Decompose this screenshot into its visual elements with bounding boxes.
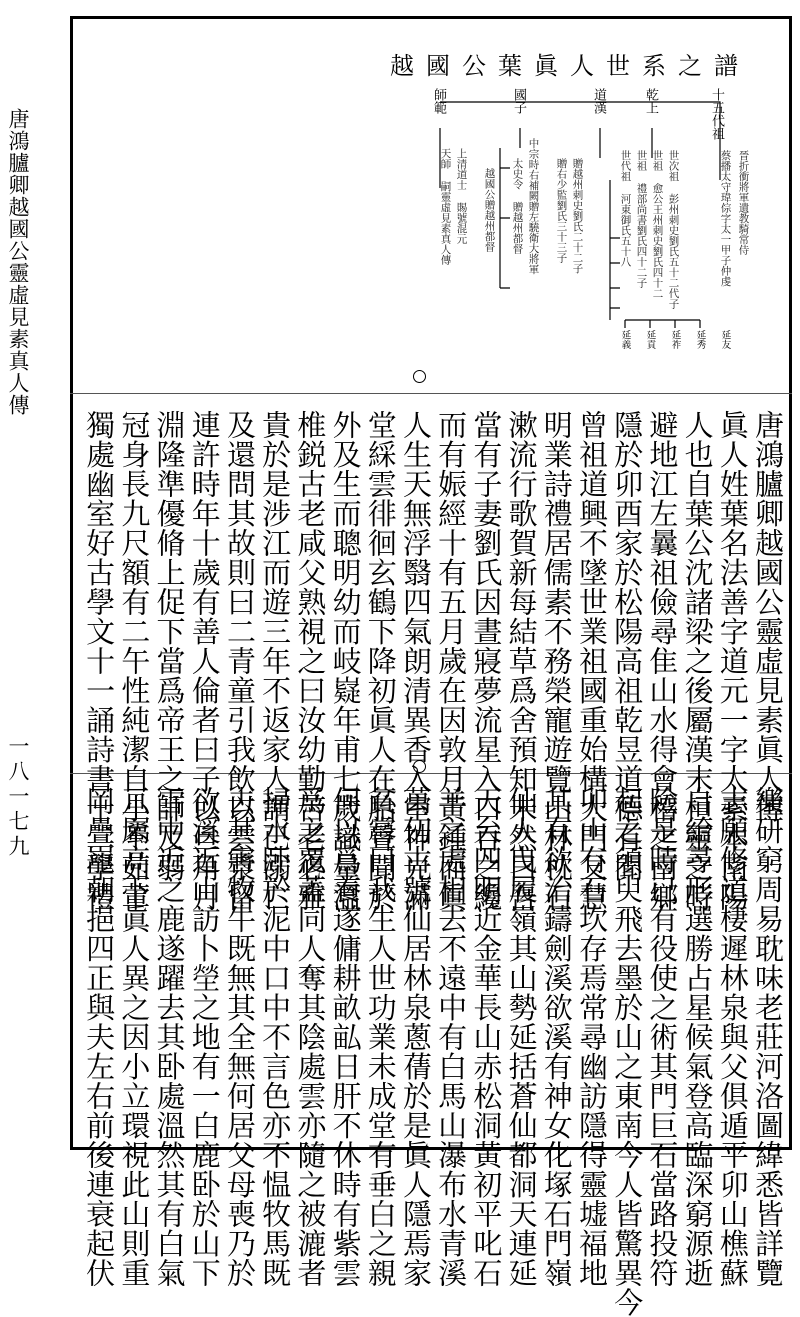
text-column: 亘屬高下眞人異之因小立環視此山則重 (117, 786, 152, 1288)
text-column: 椎鋭古老咸父熟視之曰汝幼勤苦老必雅 (293, 410, 328, 912)
text-column: 隱於卯酉家於松陽高祖乾昱道德有聞 (610, 410, 645, 882)
gen2-note-3: 世祖 禮部尚書劉氏四十二子 (635, 150, 648, 288)
text-column: 唐鴻臚卿越國公靈虛見素眞人傳 (751, 410, 785, 823)
text-column: 而有娠經十有五月歲在因敦月黃鍾而眞 (434, 410, 469, 912)
gen3-note-1: 贈越州刺史劉氏二十二子 (571, 158, 584, 274)
gen1-label: 十五代祖 (709, 88, 724, 140)
text-column: 萬仞古號仙居林泉蔥蒨於是眞人隱焉家 (398, 786, 433, 1288)
gen2-note-1: 世次祖 彭州刺史劉氏五十二代子 (667, 150, 680, 309)
leaf-1: 延義 (619, 330, 631, 349)
text-column: 自給尋形選勝占星候氣登高臨深窮源逝 (680, 786, 715, 1288)
gen2-label: 乾上 (643, 88, 658, 114)
gen1-note: 晉折衝將軍遺教騎常侍 (737, 150, 750, 255)
text-column: 羊之處相去不遠中有白馬山瀑布水青溪 (434, 786, 469, 1288)
gen1-note-2: 蔡播太守瑋倧字太一甲子仲虔 (719, 150, 732, 287)
gen2-note-2: 世祖 愈公王州刺史劉氏四十二 (651, 150, 664, 299)
gen3-note-2: 贈右少監劉氏三十三子 (555, 158, 568, 263)
text-column: 雪中近之鹿遂躍去其卧處溫然其有白氣 (152, 786, 187, 1288)
text-column: 爲之覆蓋同人奪其陰處雲亦隨之被漉者 (293, 786, 328, 1288)
line-leaves (610, 308, 700, 328)
text-column: 起之須臾飛去墨於山之東南今人皆驚異今 (610, 786, 645, 1317)
text-column: 當有子妻劉氏因晝寢夢流星入口吞之纔 (469, 410, 504, 912)
side-title: 唐鴻臚卿越國公靈虛見素真人傳 (6, 108, 30, 416)
page-number: 一八一七九 (6, 735, 30, 860)
gen5-note-1: 上清道士 賜號混元 (455, 148, 468, 244)
circle-mark-upper (413, 370, 426, 383)
gen5-label: 師範 (431, 88, 446, 114)
text-column: 明業詩禮居儒素不務榮寵遊覽山林枕石 (539, 410, 574, 912)
gen5-note-2: 天師 嗣靈虛見素真人傳 (439, 148, 452, 265)
text-column: 淵隆準優脩上促下當爲帝王之師及弱 (152, 410, 187, 882)
leaf-3: 延祚 (669, 330, 681, 349)
text-column: 眞人姓葉名法善字道元一字太素本南陽 (715, 410, 750, 912)
genealogy-chart (420, 88, 770, 388)
genealogy-banner: 越國公葉眞人世系之譜 (390, 52, 750, 80)
gen4-note-1: 中宗時右補闕贈左驍衛大將軍 (527, 138, 540, 275)
lower-text-block (78, 786, 785, 1317)
gen4-note-2: 太史令 贈越州都督 (511, 158, 524, 254)
text-column: 天台四明近金華長山赤松洞黃初平叱石 (469, 786, 504, 1288)
divider-upper (70, 393, 792, 394)
text-column: 掃水卧於泥中口中不言色亦不愠牧馬既 (258, 786, 293, 1288)
text-column: 仙人曳履嶺其山勢延括蒼仙都洞天連延 (504, 786, 539, 1288)
text-column: 堂綵雲徘徊玄鶴下降初眞人在胎聲聞於 (363, 410, 398, 912)
text-column: 欲溪近山訪卜塋之地有一白鹿卧於山下 (187, 786, 222, 1288)
text-column: 險是時已有役使之術其門巨石當路投符 (645, 786, 680, 1288)
text-column: 連許時年十歲有善人倫者曰子以旦角月 (187, 410, 222, 912)
leaf-5: 延友 (719, 330, 731, 349)
text-column: 卯山有石坎存焉常尋幽訪隱得靈墟福地 (574, 786, 609, 1288)
text-column: 何以爲養遂傭耕畝畆日肝不休時有紫雲 (328, 786, 363, 1288)
text-column: 其有欲治鑄劍溪欲溪有神女化塚石門嶺 (539, 786, 574, 1288)
upper-text-block (78, 410, 785, 912)
leaf-2: 延貢 (644, 330, 656, 349)
text-column: 岡疊巃朝挹四正與夫左右前後連衰起伏 (82, 786, 117, 1288)
text-column: 人生天無浮翳四氣朗清異香入室神光滿 (398, 410, 433, 912)
text-column: 外及生而聰明幼而岐嶷年甫七歲識量溫 (328, 410, 363, 912)
text-column: 冠身長九尺額有二午性純潔自小不茹葷 (117, 410, 152, 912)
text-column: 志願修道棲遲林泉與父俱遁平卯山樵蘇 (715, 786, 750, 1288)
text-column: 曾祖道興不墜世業祖國重始構大門父慧 (574, 410, 609, 912)
text-column: 樂研窮周易耽味老莊河洛圖緯悉皆詳覽 (751, 786, 785, 1288)
gen4-label: 國子 (511, 88, 526, 114)
line-gen2-branch (610, 180, 620, 308)
text-column: 人也自葉公沈諸梁之後屬漢末桓靈之時 (680, 410, 715, 912)
text-column: 去其害牧牛既無其全無何居父母喪乃於 (222, 786, 257, 1288)
text-column: 漱流行歌賀新每結草爲舍預知未然曰吾 (504, 410, 539, 912)
text-column: 及還問其故則曰二青童引我飲以雲漿留 (222, 410, 257, 912)
text-column: 獨處幽室好古學文十一誦詩書十二學禮 (82, 410, 117, 912)
text-column: 貧嘗曰我生人世功業未成堂有垂白之親 (363, 786, 398, 1288)
line-gen4-branch (500, 148, 510, 288)
leaf-4: 延秀 (694, 330, 706, 349)
text-column: 貴於是涉江而遊三年不返家人謂已溺亡 (258, 410, 293, 912)
gen4-note-3: 越國公贈越州都督 (483, 168, 496, 252)
gen2-note-4: 世代祖 河東御氏五十八 (619, 150, 632, 267)
gen3-label: 道漢 (591, 88, 606, 114)
text-column: 避地江左曩祖儉尋隹山水得會稽之南鄉 (645, 410, 680, 912)
